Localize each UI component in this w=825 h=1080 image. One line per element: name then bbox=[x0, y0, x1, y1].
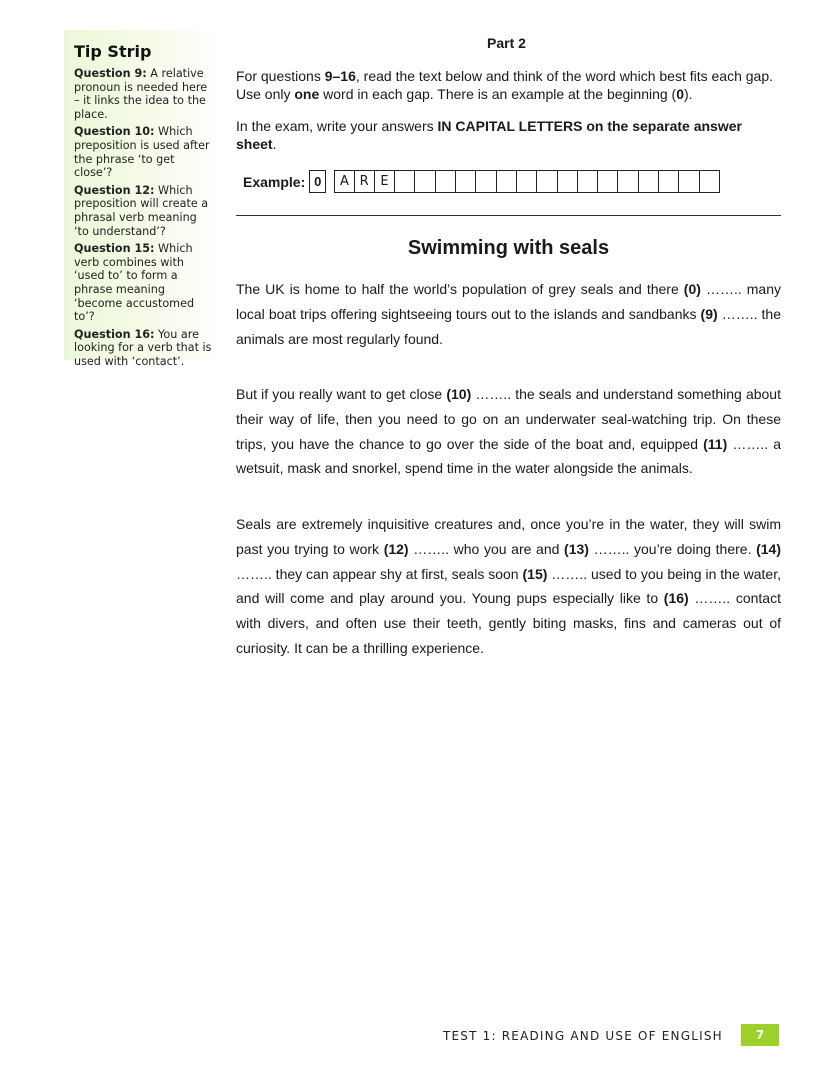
tip-list bbox=[74, 67, 214, 372]
tip-item bbox=[74, 67, 214, 121]
page-number-badge: 7 bbox=[741, 1024, 779, 1046]
gap-number: (13) bbox=[564, 540, 589, 557]
footer-section-title: TEST 1: READING AND USE OF ENGLISH bbox=[443, 1029, 723, 1043]
gap-number: (0) bbox=[683, 281, 701, 297]
paragraph-text: But if you really want to get close bbox=[236, 386, 447, 402]
answer-letter-box bbox=[558, 170, 578, 193]
instr-bold: one bbox=[294, 86, 320, 102]
paragraph-text: …….. the animals are most regularly found. bbox=[236, 305, 781, 347]
example-answer-boxes bbox=[334, 170, 720, 193]
answer-letter-box bbox=[639, 170, 659, 193]
paragraph-text: …….. contact with divers, and often use their teeth, gently biting masks, fins and cameras out of curiosity. It can be a thrilling experience. bbox=[236, 590, 781, 656]
gap-number: (11) bbox=[703, 435, 728, 452]
tip-text: Which verb combines with ‘used to’ to form a phrase meaning ‘become accustomed to’? bbox=[74, 242, 195, 324]
instr-bold: 9–16 bbox=[324, 68, 356, 84]
answer-letter-box: E bbox=[375, 170, 395, 193]
instr-text: . bbox=[272, 136, 277, 152]
part-title: Part 2 bbox=[487, 35, 526, 51]
tip-label: Question 10: bbox=[74, 125, 155, 139]
text-paragraph-2 bbox=[236, 382, 781, 481]
paragraph-text: …….. they can appear shy at first, seals soon bbox=[236, 565, 523, 582]
answer-letter-box bbox=[436, 170, 456, 193]
example-answer-row bbox=[237, 168, 728, 195]
answer-letter-box bbox=[395, 170, 415, 193]
answer-letter-box bbox=[618, 170, 638, 193]
answer-letter-box bbox=[476, 170, 496, 193]
gap-number: (12) bbox=[383, 540, 409, 557]
paragraph-text: The UK is home to half the world’s population of grey seals and there bbox=[236, 281, 684, 297]
answer-letter-box: R bbox=[355, 170, 375, 193]
answer-letter-box bbox=[415, 170, 435, 193]
instr-text: In the exam, write your answers bbox=[236, 118, 438, 134]
instr-text: , read the text below and think of the word which best fits each gap. Use only bbox=[236, 68, 774, 102]
example-number-box: 0 bbox=[309, 170, 326, 193]
divider-line bbox=[236, 215, 781, 216]
example-label: Example: bbox=[243, 173, 306, 190]
instr-text: For questions bbox=[236, 68, 325, 84]
tip-item bbox=[74, 328, 214, 369]
paragraph-text: Seals are extremely inquisitive creatures and, once you’re in the water, they will swim past you trying to work bbox=[236, 516, 781, 557]
tip-item bbox=[74, 242, 214, 324]
tip-strip-title: Tip Strip bbox=[74, 42, 152, 61]
answer-letter-box bbox=[497, 170, 517, 193]
paragraph-text: …….. you’re doing there. bbox=[588, 540, 757, 557]
tip-label: Question 16: bbox=[74, 327, 155, 341]
answer-letter-box bbox=[598, 170, 618, 193]
paragraph-text: …….. used to you being in the water, and will come and play around you. Young pups especially like to bbox=[236, 565, 781, 607]
paragraph-text: …….. who you are and bbox=[408, 540, 565, 557]
text-paragraph-1 bbox=[236, 277, 781, 351]
text-paragraph-3 bbox=[236, 512, 781, 661]
tip-label: Question 12: bbox=[74, 183, 155, 197]
exam-instructions-paragraph bbox=[236, 117, 776, 153]
answer-letter-box bbox=[578, 170, 598, 193]
instr-text: word in each gap. There is an example at the beginning ( bbox=[319, 86, 677, 102]
answer-letter-box: A bbox=[334, 170, 354, 193]
gap-number: (16) bbox=[663, 590, 689, 607]
gap-number: (15) bbox=[522, 565, 548, 582]
tip-text: A relative pronoun is needed here – it links the idea to the place. bbox=[74, 67, 208, 121]
text-title: Swimming with seals bbox=[407, 237, 610, 259]
answer-letter-box bbox=[700, 170, 720, 193]
tip-text: Which preposition will create a phrasal verb meaning ‘to understand’? bbox=[74, 183, 209, 238]
instructions-paragraph bbox=[236, 67, 776, 103]
paragraph-text: …….. many local boat trips offering sightseeing tours out to the islands and sandbanks bbox=[236, 281, 782, 322]
paragraph-text: …….. the seals and understand something about their way of life, then you need to go on an underwater seal-watching trip. On these trips, you have the chance to go over the side of the boat and, equipped bbox=[236, 386, 781, 452]
answer-letter-box bbox=[659, 170, 679, 193]
answer-letter-box bbox=[679, 170, 699, 193]
tip-label: Question 15: bbox=[74, 242, 155, 256]
tip-label: Question 9: bbox=[74, 67, 147, 80]
gap-number: (10) bbox=[446, 386, 472, 402]
gap-number: (14) bbox=[756, 540, 782, 557]
tip-item bbox=[74, 184, 214, 238]
instr-bold: IN CAPITAL LETTERS on the separate answer sheet bbox=[236, 118, 742, 152]
answer-letter-box bbox=[456, 170, 476, 193]
instr-text: ). bbox=[684, 86, 693, 102]
tip-item bbox=[74, 125, 214, 179]
answer-letter-box bbox=[517, 170, 537, 193]
tip-text: You are looking for a verb that is used with ‘contact’. bbox=[74, 327, 212, 368]
answer-letter-box bbox=[537, 170, 557, 193]
gap-number: (9) bbox=[700, 305, 718, 322]
instr-bold: 0 bbox=[676, 86, 685, 102]
paragraph-text: …….. a wetsuit, mask and snorkel, spend time in the water alongside the animals. bbox=[236, 435, 781, 477]
tip-text: Which preposition is used after the phrase ‘to get close’? bbox=[74, 125, 210, 180]
